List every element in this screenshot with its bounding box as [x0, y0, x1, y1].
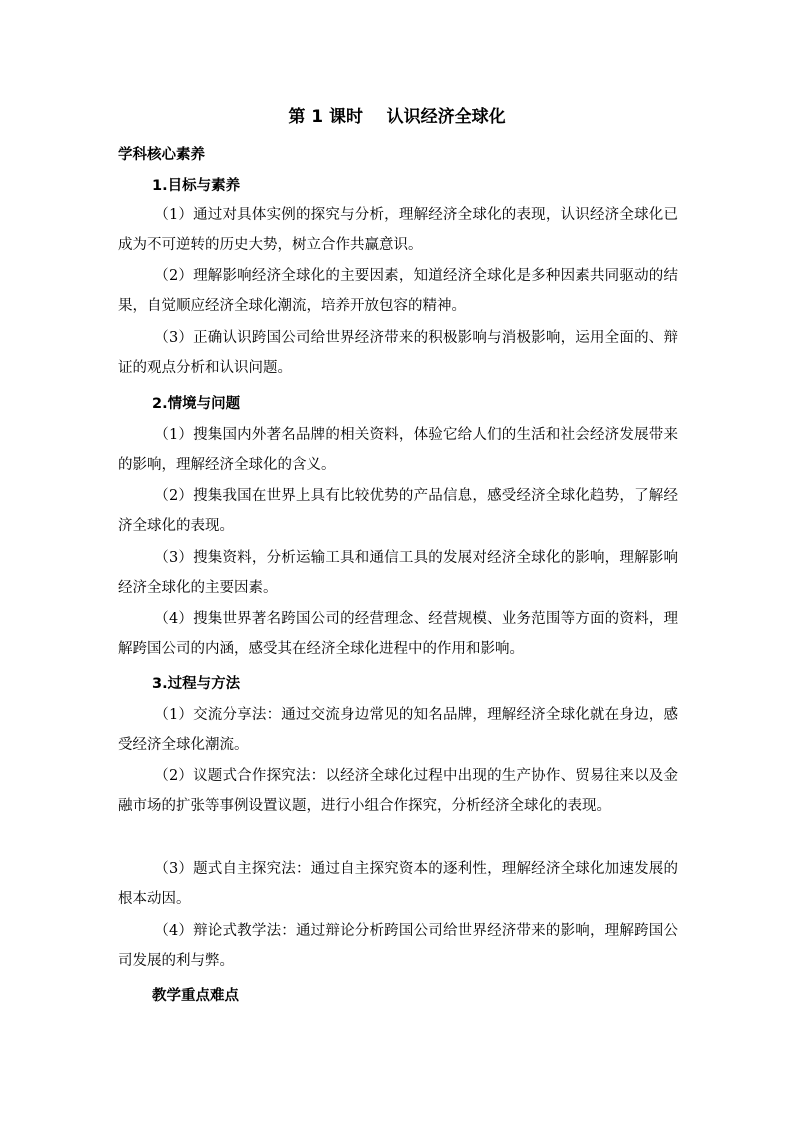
subsection-heading-goals: 1.目标与素养: [152, 178, 241, 194]
paragraph-situation-3: （3）搜集资料，分析运输工具和通信工具的发展对经济全球化的影响，理解影响经济全球化的主要因素。: [118, 550, 678, 596]
paragraph-goal-3: （3）正确认识跨国公司给世界经济带来的积极影响与消极影响，运用全面的、辩证的观点分析和认识问题。: [118, 330, 678, 376]
subsection-heading-methods: 3.过程与方法: [152, 676, 241, 692]
paragraph-situation-4: （4）搜集世界著名跨国公司的经营理念、经营规模、业务范围等方面的资料，理解跨国公司的内涵，感受其在经济全球化进程中的作用和影响。: [118, 611, 678, 657]
subsection-heading-situations: 2.情境与问题: [152, 396, 241, 412]
paragraph-method-1: （1）交流分享法：通过交流身边常见的知名品牌，理解经济全球化就在身边，感受经济全球化潮流。: [118, 707, 678, 753]
paragraph-goal-2: （2）理解影响经济全球化的主要因素，知道经济全球化是多种因素共同驱动的结果，自觉顺应经济全球化潮流，培养开放包容的精神。: [118, 268, 678, 314]
paragraph-situation-2: （2）搜集我国在世界上具有比较优势的产品信息，感受经济全球化趋势，了解经济全球化的表现。: [118, 488, 678, 534]
paragraph-method-3: （3）题式自主探究法：通过自主探究资本的逐利性，理解经济全球化加速发展的根本动因。: [118, 861, 678, 907]
paragraph-situation-1: （1）搜集国内外著名品牌的相关资料，体验它给人们的生活和社会经济发展带来的影响，理解经济全球化的含义。: [118, 427, 678, 473]
lesson-title: 第 1 课时 认识经济全球化: [288, 107, 506, 127]
paragraph-method-4: （4）辩论式教学法：通过辩论分析跨国公司给世界经济带来的影响，理解跨国公司发展的利与弊。: [118, 923, 678, 969]
paragraph-goal-1: （1）通过对具体实例的探究与分析，理解经济全球化的表现，认识经济全球化已成为不可逆转的历史大势，树立合作共赢意识。: [118, 207, 678, 253]
section-heading-key-difficulties: 教学重点难点: [152, 988, 239, 1004]
section-heading-core-literacy: 学科核心素养: [118, 147, 205, 163]
paragraph-method-2: （2）议题式合作探究法：以经济全球化过程中出现的生产协作、贸易往来以及金融市场的扩张等事例设置议题，进行小组合作探究，分析经济全球化的表现。: [118, 768, 678, 814]
